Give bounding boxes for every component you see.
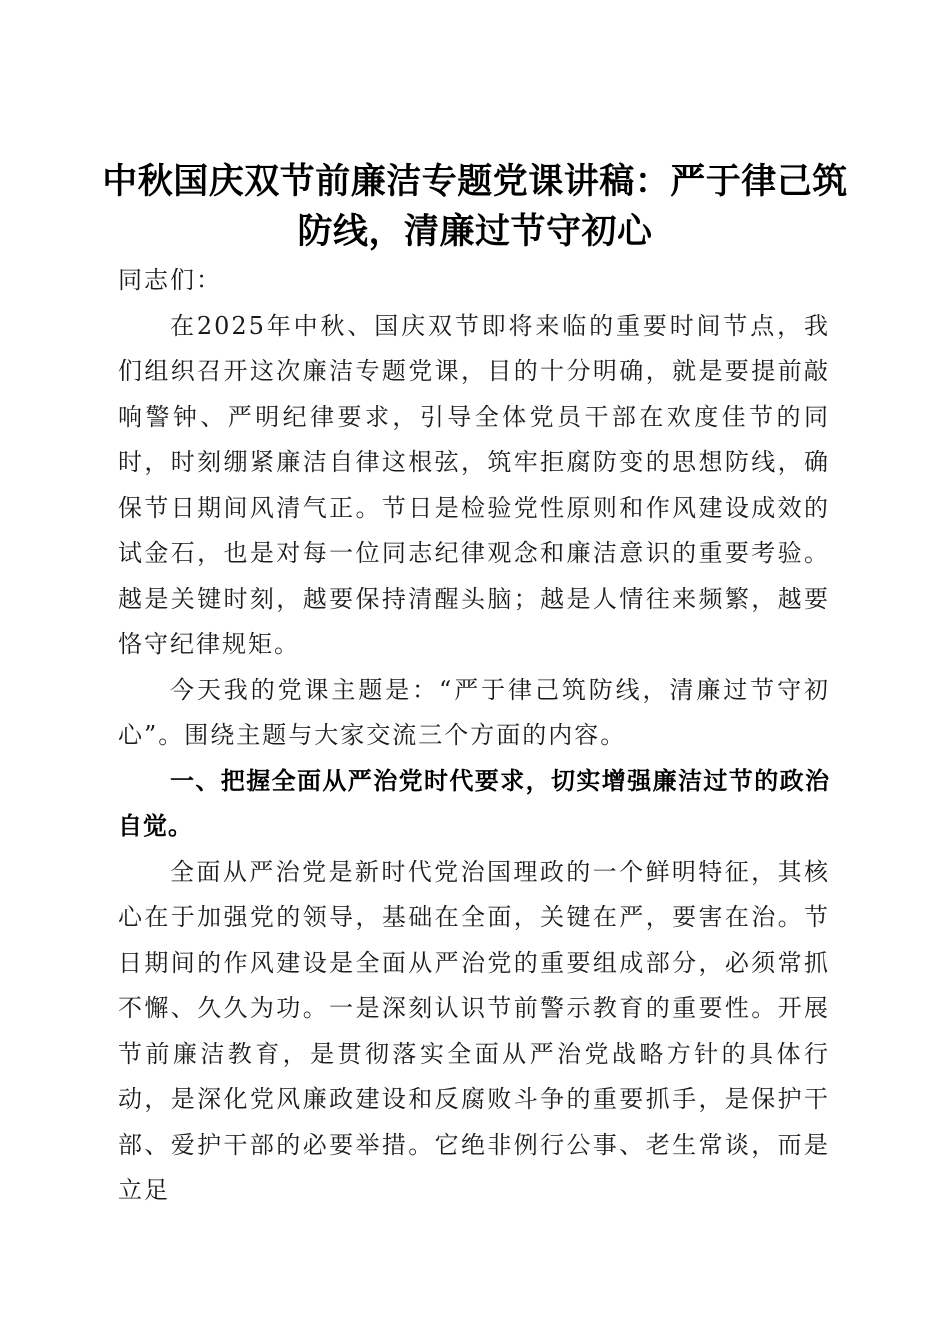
section-heading-1: 一、把握全面从严治党时代要求，切实增强廉洁过节的政治自觉。 [118,766,830,840]
section-1-paragraph: 全面从严治党是新时代党治国理政的一个鲜明特征，其核心在于加强党的领导，基础在全面，关键在严，要害在治。节日期间的作风建设是全面从严治党的重要组成部分，必须常抓不懈、久久为功。一是深刻认识节前警示教育的重要性。开展节前廉洁教育，是贯彻落实全面从严治党战略方针的具体行动，是深化党风廉政建设和反腐败斗争的重要抓手，是保护干部、爱护干部的必要举措。它绝非例行公事、老生常谈，而是立足 [118,857,830,1204]
paragraph-theme: 今天我的党课主题是：“严于律己筑防线，清廉过节守初心”。围绕主题与大家交流三个方面的内容。 [118,675,830,749]
paragraph-intro: 在2025年中秋、国庆双节即将来临的重要时间节点，我们组织召开这次廉洁专题党课，目的十分明确，就是要提前敲响警钟、严明纪律要求，引导全体党员干部在欢度佳节的同时，时刻绷紧廉洁自律这根弦，筑牢拒腐防变的思想防线，确保节日期间风清气正。节日是检验党性原则和作风建设成效的试金石，也是对每一位同志纪律观念和廉洁意识的重要考验。越是关键时刻，越要保持清醒头脑；越是人情往来频繁，越要恪守纪律规矩。 [118,311,830,658]
salutation: 同志们： [118,266,222,294]
document-body [118,258,830,1214]
document-title: 中秋国庆双节前廉洁专题党课讲稿：严于律己筑防线，清廉过节守初心 [102,161,848,253]
